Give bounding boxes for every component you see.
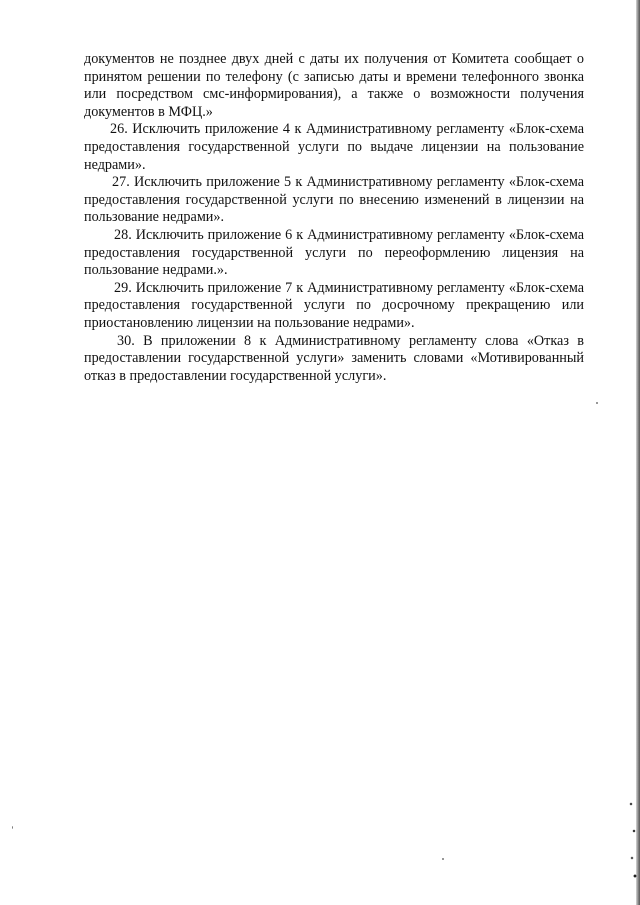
paragraph-item-29: 29. Исключить приложение 7 к Административному регламенту «Блок-схема предоставления государственной услуги по досрочному прекращению или приостановлению лицензии на пользование недрами». [84, 279, 584, 331]
paragraph-item-26: 26. Исключить приложение 4 к Административному регламенту «Блок-схема предоставления государственной услуги по выдаче лицензии на пользование недрами». [84, 121, 584, 173]
document-body [84, 51, 584, 385]
scan-speck [12, 826, 13, 829]
scan-edge-noise [628, 795, 638, 885]
paragraph-item-27: 27. Исключить приложение 5 к Административному регламенту «Блок-схема предоставления государственной услуги по внесению изменений в лицензии на пользование недрами». [84, 174, 584, 226]
paragraph-continuation: документов не позднее двух дней с даты их получения от Комитета сообщает о принятом решении по телефону (с записью даты и времени телефонного звонка или посредством смс-информирования), а также о возможности получения документов в МФЦ.» [84, 51, 584, 120]
paragraph-item-30: 30. В приложении 8 к Административному регламенту слова «Отказ в предоставлении государственной услуги» заменить словами «Мотивированный отказ в предоставлении государственной услуги». [84, 332, 584, 384]
scan-edge-shadow [636, 0, 640, 905]
scan-speck [442, 858, 444, 860]
scan-speck [596, 402, 598, 404]
paragraph-item-28: 28. Исключить приложение 6 к Административному регламенту «Блок-схема предоставления государственной услуги по переоформлению лицензия на пользование недрами.». [84, 226, 584, 279]
